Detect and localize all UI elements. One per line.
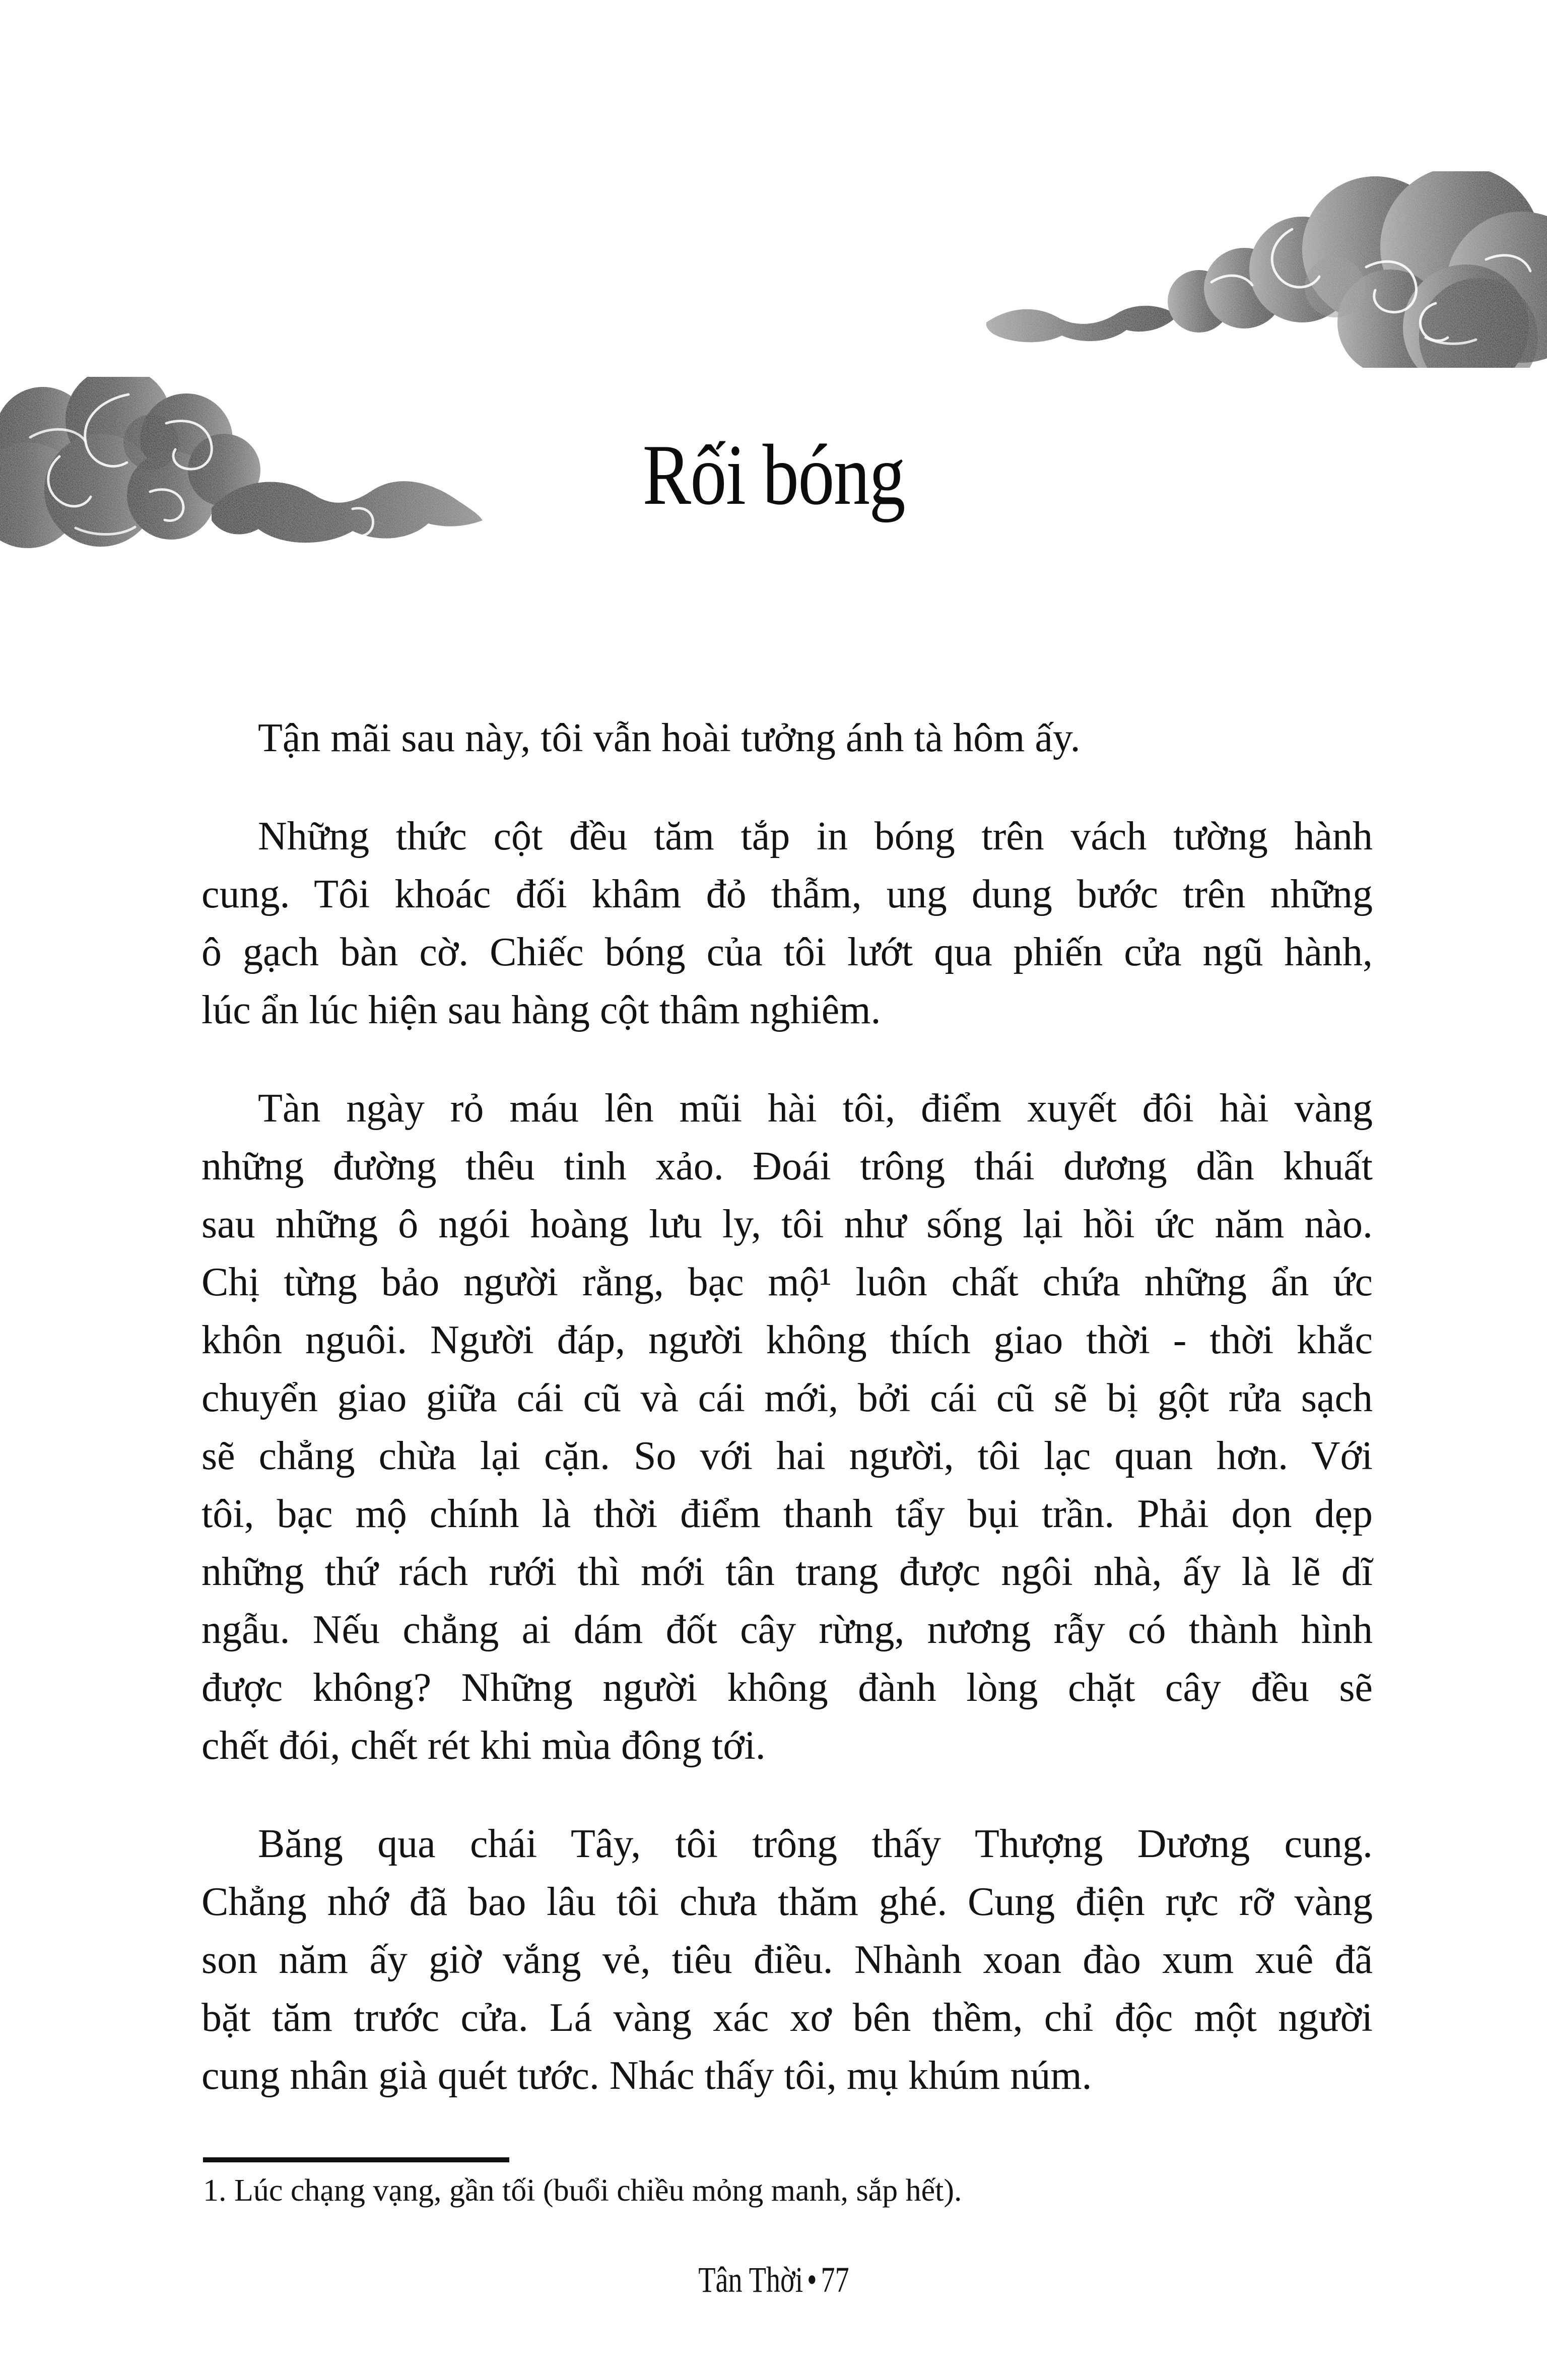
body-paragraph — [201, 709, 1373, 767]
body-line: Chẳng nhớ đã bao lâu tôi chưa thăm ghé. Cung điện rực rỡ vàng — [201, 1880, 1373, 1924]
body-line: chuyển giao giữa cái cũ và cái mới, bởi cái cũ sẽ bị gột rửa sạch — [201, 1376, 1373, 1420]
body-line: ngẫu. Nếu chẳng ai dám đốt cây rừng, nương rẫy có thành hình — [201, 1608, 1373, 1652]
body-line: những đường thêu tinh xảo. Đoái trông thái dương dần khuất — [201, 1144, 1373, 1188]
body-line: lúc ẩn lúc hiện sau hàng cột thâm nghiêm. — [201, 988, 881, 1032]
body-line: Những thức cột đều tăm tắp in bóng trên vách tường hành — [258, 814, 1373, 858]
footnote-text: 1. Lúc chạng vạng, gần tối (buổi chiều mỏng manh, sắp hết). — [203, 2173, 962, 2208]
body-line: Tận mãi sau này, tôi vẫn hoài tưởng ánh tà hôm ấy. — [258, 716, 1081, 760]
body-line: sau những ô ngói hoàng lưu ly, tôi như sống lại hồi ức năm nào. — [201, 1202, 1373, 1246]
footer-separator-dot: • — [806, 2260, 817, 2300]
body-paragraph — [201, 808, 1373, 1039]
body-line: được không? Những người không đành lòng chặt cây đều sẽ — [201, 1666, 1373, 1710]
page-footer — [0, 2256, 1547, 2304]
body-line: Chị từng bảo người rằng, bạc mộ¹ luôn chất chứa những ẩn ức — [201, 1260, 1373, 1304]
body-line: khôn nguôi. Người đáp, người không thích giao thời - thời khắc — [201, 1318, 1373, 1362]
footer-book-title: Tân Thời — [698, 2260, 803, 2300]
body-line: cung nhân già quét tước. Nhác thấy tôi, mụ khúm núm. — [201, 2054, 1092, 2098]
body-line: những thứ rách rưới thì mới tân trang được ngôi nhà, ấy là lẽ dĩ — [201, 1550, 1373, 1594]
body-line: Băng qua chái Tây, tôi trông thấy Thượng Dương cung. — [258, 1822, 1373, 1866]
body-line: tôi, bạc mộ chính là thời điểm thanh tẩy bụi trần. Phải dọn dẹp — [201, 1492, 1373, 1536]
body-line: sẽ chẳng chừa lại cặn. So với hai người, tôi lạc quan hơn. Với — [201, 1434, 1373, 1478]
body-paragraph — [201, 1080, 1373, 1775]
body-line: ô gạch bàn cờ. Chiếc bóng của tôi lướt qua phiến cửa ngũ hành, — [201, 930, 1373, 974]
page-title-text: Rối bóng — [642, 427, 905, 523]
body-line: son năm ấy giờ vắng vẻ, tiêu điều. Nhành xoan đào xum xuê đã — [201, 1938, 1373, 1982]
cloud-ink-top-right-icon — [982, 171, 1547, 368]
body-line: chết đói, chết rét khi mùa đông tới. — [201, 1724, 766, 1768]
page-title — [0, 427, 1547, 523]
body-line: bặt tăm trước cửa. Lá vàng xác xơ bên thềm, chỉ độc một người — [201, 1996, 1373, 2040]
body-line: cung. Tôi khoác đối khâm đỏ thẫm, ung dung bước trên những — [201, 872, 1373, 916]
footer-text — [698, 2256, 849, 2304]
body-text — [201, 709, 1373, 2105]
body-line: Tàn ngày rỏ máu lên mũi hài tôi, điểm xuyết đôi hài vàng — [258, 1086, 1373, 1131]
body-paragraph — [201, 1815, 1373, 2105]
footer-page-number: 77 — [821, 2260, 849, 2300]
footnote-rule — [203, 2157, 509, 2162]
